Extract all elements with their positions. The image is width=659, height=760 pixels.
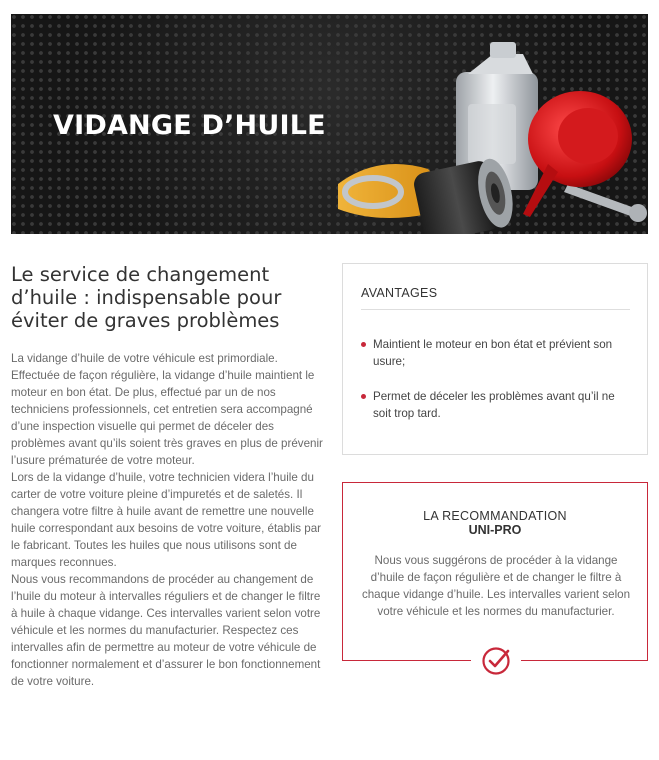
bullet-icon — [361, 342, 366, 347]
oil-change-products-illustration — [318, 14, 648, 234]
advantages-title: AVANTAGES — [361, 286, 438, 300]
intro-paragraph: Lors de la vidange d’huile, votre technicien videra l’huile du carter de votre voiture pleine d’impuretés et de saletés. Il changera votre filtre à huile avant de remettre une nouvelle huile correspondant aux besoins de votre voiture, établis par le fabricant. Toutes les huiles que nous utilisons sont de marques reconnues. — [11, 471, 321, 569]
recommendation-brand: UNI-PRO — [468, 523, 522, 537]
list-item — [361, 388, 631, 422]
recommendation-icon-wrap — [471, 643, 521, 679]
check-circle-icon — [480, 645, 512, 677]
intro-body — [11, 350, 323, 690]
intro-paragraph: Nous vous recommandons de procéder au changement de l’huile du moteur à intervalles réguliers et de changer le filtre à huile à chaque vidange. Ces intervalles varient selon votre véhicule et les normes du manufacturier. Respectez ces intervalles afin de permettre au moteur de votre véhicule de fonctionner normalement et d’assurer le bon fonctionnement de votre voiture. — [11, 573, 321, 688]
divider — [361, 309, 630, 310]
page-title: VIDANGE D’HUILE — [53, 110, 326, 141]
advantages-list — [361, 336, 631, 440]
list-item-text: Maintient le moteur en bon état et prévient son usure; — [373, 338, 613, 368]
hero-banner — [11, 14, 648, 234]
bullet-icon — [361, 394, 366, 399]
recommendation-panel — [342, 482, 648, 661]
advantages-panel — [342, 263, 648, 455]
list-item-text: Permet de déceler les problèmes avant qu’il ne soit trop tard. — [373, 390, 615, 420]
intro-paragraph: La vidange d’huile de votre véhicule est primordiale. Effectuée de façon régulière, la vidange d’huile maintient le moteur en bon état. De plus, effectué par un de nos techniciens professionnels, cet entretien sera accompagné d’une inspection visuelle qui permet de déceler des problèmes avant qu’ils soient très graves en plus de prévenir l’usure prématurée de votre moteur. — [11, 352, 323, 467]
list-item — [361, 336, 631, 370]
recommendation-title: LA RECOMMANDATION — [423, 509, 567, 523]
intro-heading: Le service de changement d’huile : indispensable pour éviter de graves problèmes — [11, 263, 282, 332]
recommendation-text: Nous vous suggérons de procéder à la vidange d’huile de façon régulière et de changer le filtre à chaque vidange d’huile. Les intervalles varient selon votre véhicule et les normes du manufacturier. — [361, 554, 631, 618]
